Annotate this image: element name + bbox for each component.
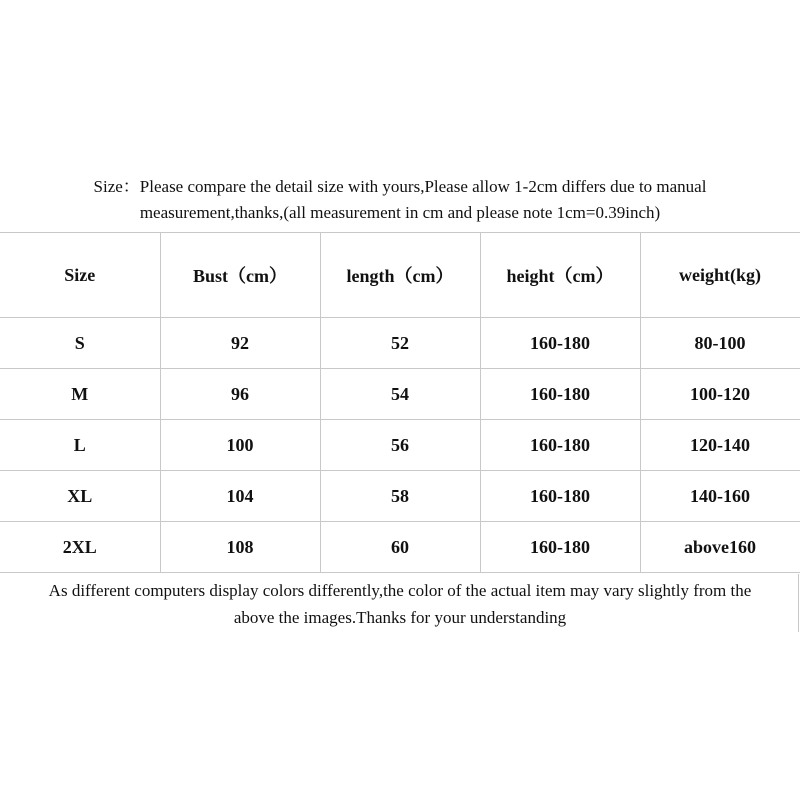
cell-bust: 104	[160, 471, 320, 522]
size-table	[0, 232, 800, 573]
cell-height: 160-180	[480, 522, 640, 573]
color-disclaimer	[0, 577, 800, 631]
header-weight: weight(kg)	[640, 233, 800, 318]
cell-weight: 80-100	[640, 318, 800, 369]
table-row	[0, 522, 800, 573]
size-note-line-1: Size：Please compare the detail size with yours,Please allow 1-2cm differs due to manual	[93, 177, 707, 196]
table-row	[0, 420, 800, 471]
cell-length: 58	[320, 471, 480, 522]
cell-length: 60	[320, 522, 480, 573]
color-disclaimer-line-2: above the images.Thanks for your understanding	[233, 608, 567, 627]
cell-height: 160-180	[480, 318, 640, 369]
table-row	[0, 318, 800, 369]
table-header-row	[0, 233, 800, 318]
cell-length: 56	[320, 420, 480, 471]
cell-bust: 96	[160, 369, 320, 420]
cell-weight: 100-120	[640, 369, 800, 420]
cell-size: XL	[0, 471, 160, 522]
cell-length: 52	[320, 318, 480, 369]
cell-size: S	[0, 318, 160, 369]
header-bust: Bust（cm）	[160, 233, 320, 318]
header-size: Size	[0, 233, 160, 318]
color-disclaimer-line-1: As different computers display colors differently,the color of the actual item may vary slightly from the	[48, 581, 752, 600]
size-note-line-2: measurement,thanks,(all measurement in cm and please note 1cm=0.39inch)	[139, 203, 661, 222]
cell-weight: above160	[640, 522, 800, 573]
cell-size: 2XL	[0, 522, 160, 573]
cell-bust: 92	[160, 318, 320, 369]
header-height: height（cm）	[480, 233, 640, 318]
size-note	[0, 174, 800, 226]
header-length: length（cm）	[320, 233, 480, 318]
cell-height: 160-180	[480, 420, 640, 471]
cell-size: M	[0, 369, 160, 420]
cell-size: L	[0, 420, 160, 471]
cell-weight: 120-140	[640, 420, 800, 471]
cell-length: 54	[320, 369, 480, 420]
cell-height: 160-180	[480, 369, 640, 420]
cell-bust: 100	[160, 420, 320, 471]
table-row	[0, 471, 800, 522]
cell-bust: 108	[160, 522, 320, 573]
cell-weight: 140-160	[640, 471, 800, 522]
cell-height: 160-180	[480, 471, 640, 522]
table-row	[0, 369, 800, 420]
